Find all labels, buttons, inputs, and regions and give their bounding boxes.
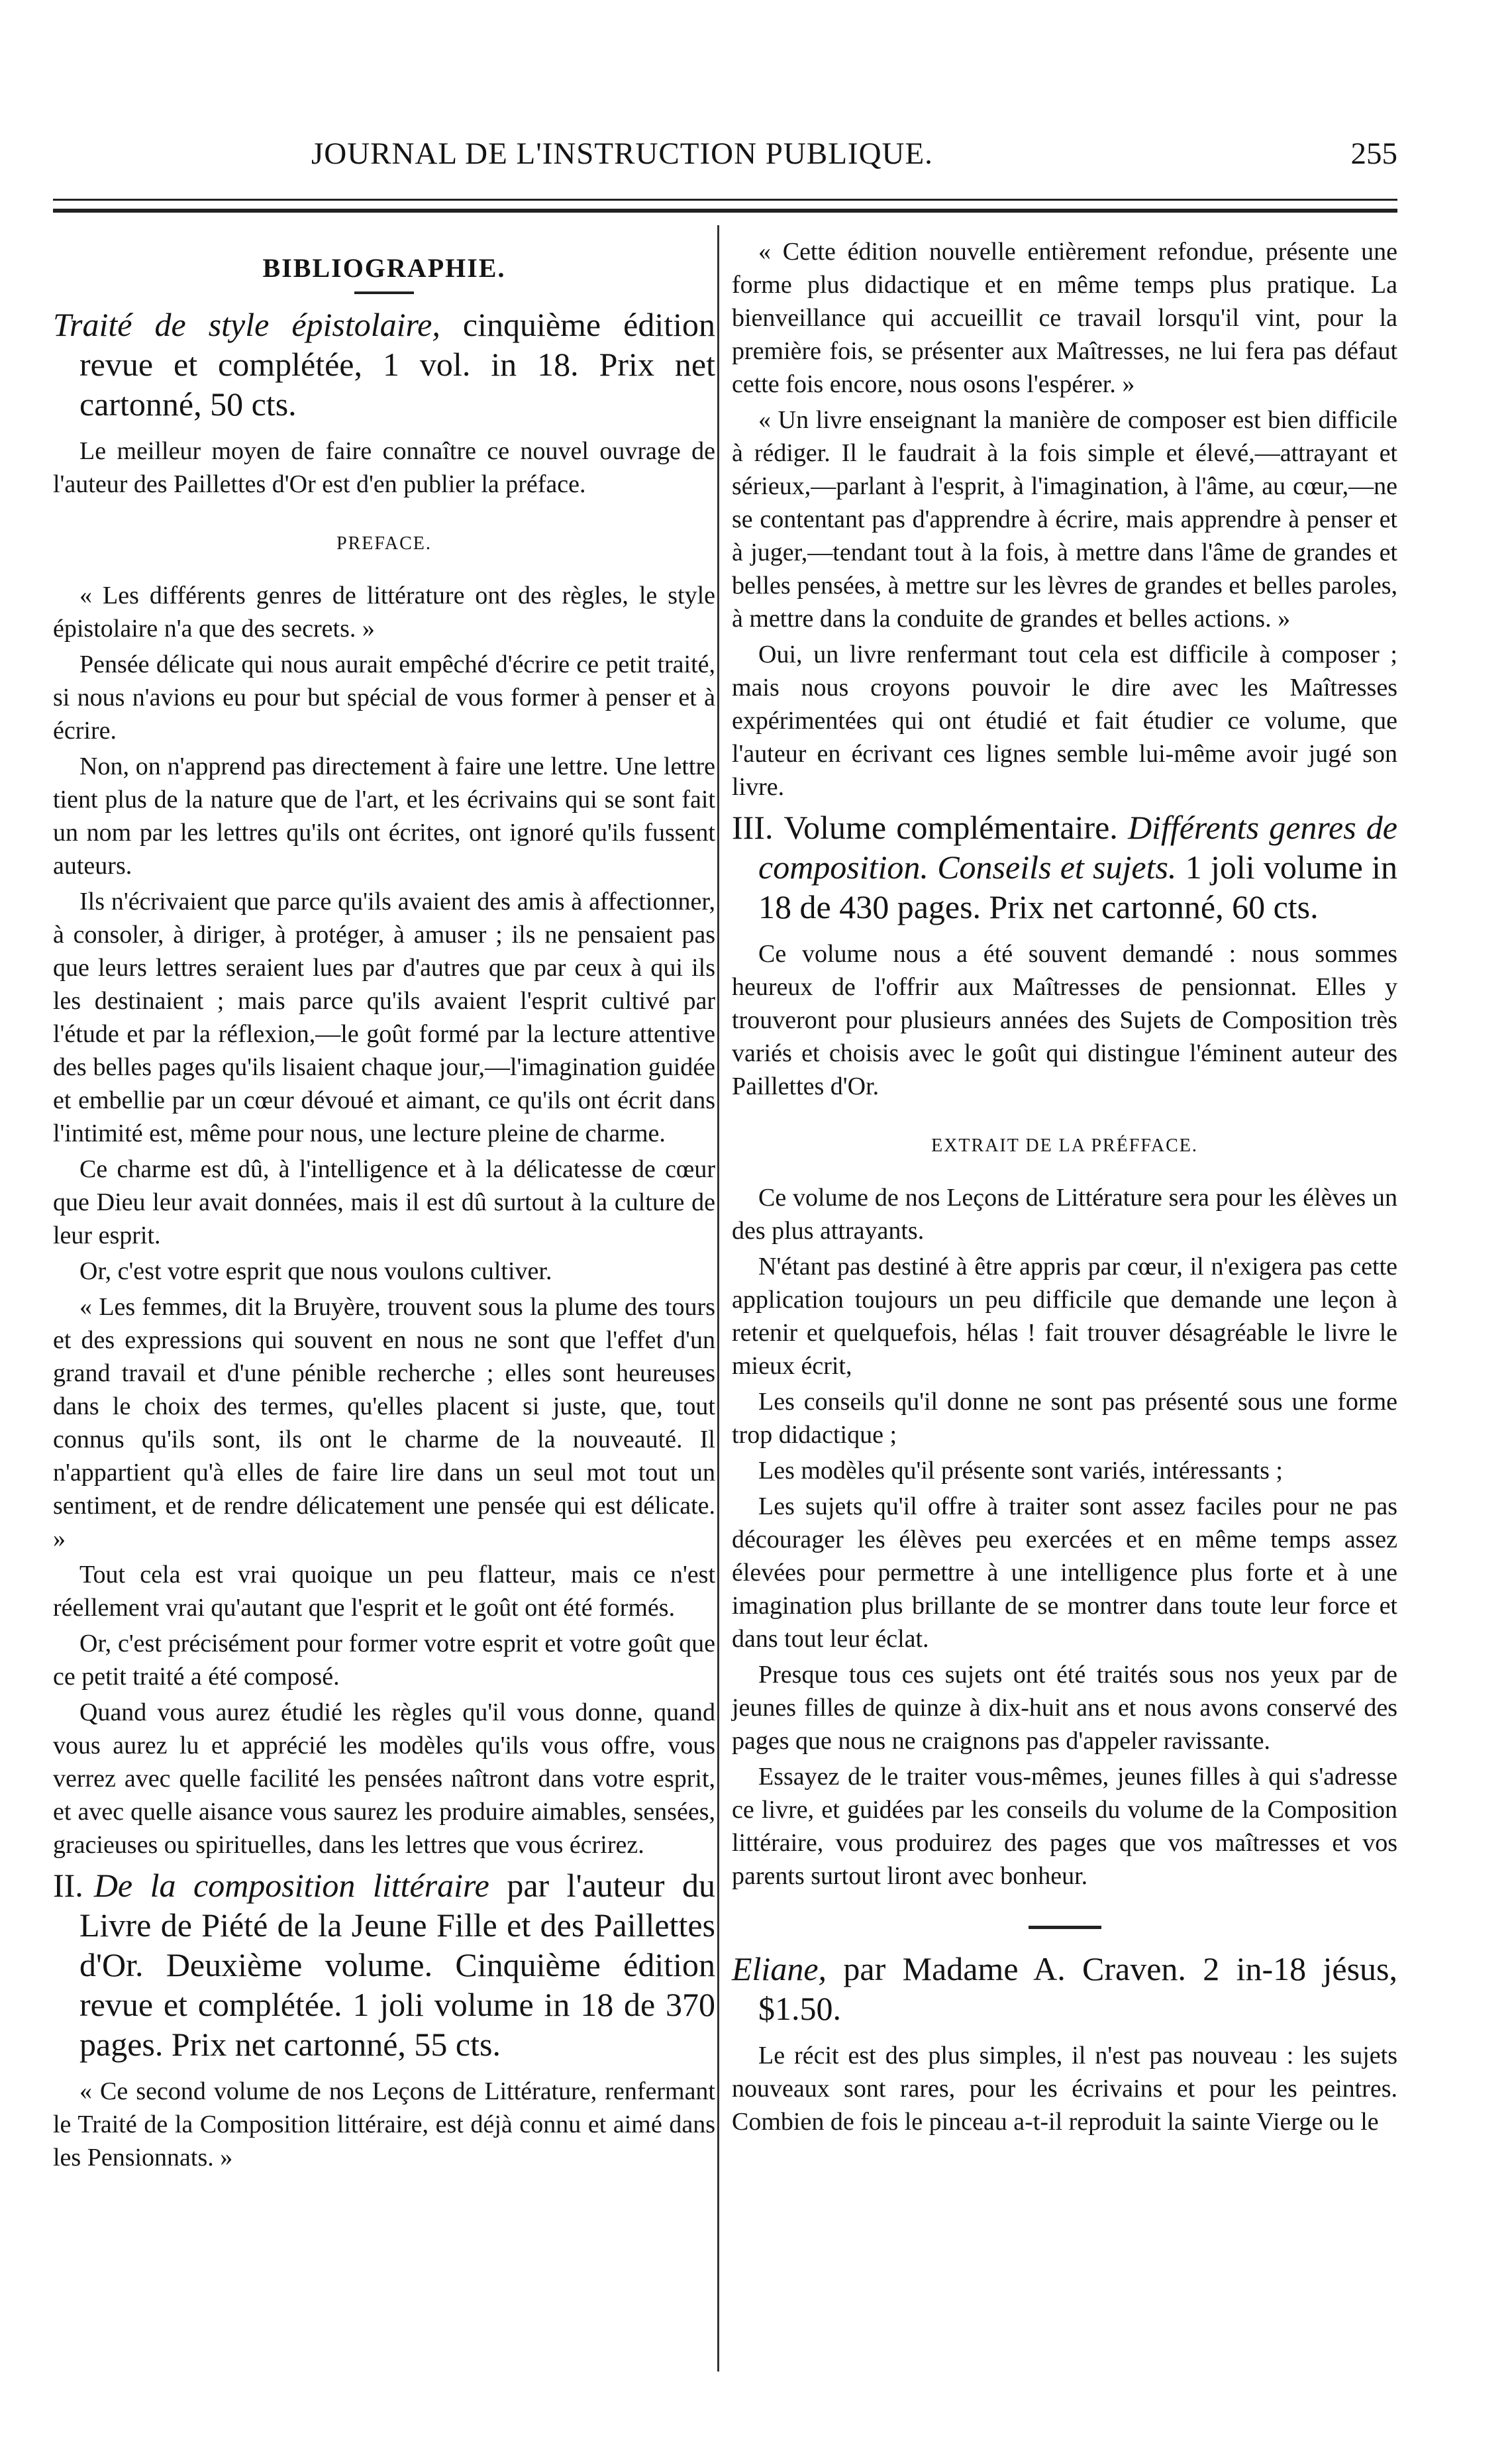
paragraph: Oui, un livre renfermant tout cela est difficile à composer ; mais nous croyons pouvoir le dire avec les Maîtresses expérimentées qui ont étudié et fait étudier ce volume, que l'auteur en écrivant ces lignes semble lui-même avoir jugé son livre. bbox=[732, 641, 1397, 801]
paragraph: Non, on n'apprend pas directement à faire une lettre. Une lettre tient plus de la nature que de l'art, et les écrivains qui se sont fait un nom par les lettres qu'ils ont écrites, ont ignoré qu'ils fussent auteurs. bbox=[53, 753, 715, 880]
paragraph: Or, c'est votre esprit que nous voulons cultiver. bbox=[79, 1257, 552, 1285]
paragraph: Ce volume nous a été souvent demandé : nous sommes heureux de l'offrir aux Maîtresses de pensionnat. Elles y trouveront pour plusieurs années des Sujets de Composition très variés et choisis avec le goût qui distingue l'éminent auteur des Paillettes d'Or. bbox=[732, 940, 1397, 1100]
paragraph: Presque tous ces sujets ont été traités sous nos yeux par de jeunes filles de quinze à dix-huit ans et nous avons conservé des pages que nous ne craignons pas d'appeler ravissante. bbox=[732, 1661, 1397, 1755]
book-title: Traité de style épistolaire, bbox=[53, 306, 440, 343]
page-number: 255 bbox=[1350, 136, 1397, 171]
header-rule bbox=[53, 199, 1397, 201]
paragraph: Or, c'est précisément pour former votre esprit et votre goût que ce petit traité a été composé. bbox=[53, 1630, 715, 1691]
header-rule-thick bbox=[53, 209, 1397, 213]
paragraph: « Ce second volume de nos Leçons de Littérature, renfermant le Traité de la Composition littéraire, est déjà connu et aimé dans les Pensionnats. » bbox=[53, 2077, 715, 2171]
section-rule bbox=[1029, 1926, 1101, 1929]
paragraph: « Un livre enseignant la manière de composer est bien difficile à rédiger. Il le faudrait à la fois simple et élevé,—attrayant et sérieux,—parlant à l'esprit, à l'imagination, à l'âme, au cœur,—ne se contentant pas d'apprendre à écrire, mais apprendre à penser et à juger,—tendant tout à la fois, à mettre dans l'âme de grandes et belles pensées, à mettre sur les lèvres de grandes et belles paroles, à mettre dans la conduite de grandes et belles actions. » bbox=[732, 406, 1397, 633]
paragraph: Le récit est des plus simples, il n'est pas nouveau : les sujets nouveaux sont rares, pour les écrivains et pour les peintres. Combien de fois le pinceau a-t-il reproduit la sainte Vierge ou le bbox=[732, 2042, 1397, 2136]
paragraph: Les modèles qu'il présente sont variés, intéressants ; bbox=[758, 1457, 1283, 1485]
book-entry-1 bbox=[53, 305, 715, 424]
book-details: par l'auteur du Livre de Piété de la Jeune Fille et des Paillettes d'Or. Deuxième volume. Cinquième édition revue et complétée. 1 joli volume in 18 de 370 pages. Prix net cartonné, 55 cts. bbox=[79, 1867, 716, 2063]
paragraph: N'étant pas destiné à être appris par cœur, il n'exigera pas cette application toujours un peu difficile que demande une leçon à retenir et quelquefois, hélas ! fait trouver désagréable le livre le mieux écrit, bbox=[732, 1253, 1397, 1380]
paragraph: Tout cela est vrai quoique un peu flatteur, mais ce n'est réellement vrai qu'autant que l'esprit et le goût ont été formés. bbox=[53, 1561, 715, 1622]
book-title: Différents genres de composition. Conseils et sujets. bbox=[758, 809, 1397, 886]
book-title: Eliane, bbox=[732, 1950, 827, 1987]
paragraph: « Les femmes, dit la Bruyère, trouvent sous la plume des tours et des expressions qui souvent en nous ne sont que l'effet d'un grand travail et d'une pénible recherche ; elles sont heureuses dans le choix des termes, qu'elles placent si juste, que, tout connus qu'ils sont, ils ont le charme de la nouveauté. Il n'appartient qu'à elles de faire lire dans un seul mot tout un sentiment, et de rendre délicatement une pensée qui est délicate. » bbox=[53, 1293, 715, 1553]
paragraph: Ce charme est dû, à l'intelligence et à la délicatesse de cœur que Dieu leur avait données, mais il est dû surtout à la culture de leur esprit. bbox=[53, 1155, 715, 1249]
book-details: cinquième édition revue et complétée, 1 vol. in 18. Prix net cartonné, 50 cts. bbox=[79, 306, 716, 423]
paragraph: Le meilleur moyen de faire connaître ce nouvel ouvrage de l'auteur des Paillettes d'Or est d'en publier la préface. bbox=[53, 437, 715, 498]
paragraph: « Cette édition nouvelle entièrement refondue, présente une forme plus didactique et en même temps plus pratique. La bienveillance qui accueillit ce travail lorsqu'il vint, pour la première fois, se présenter aux Maîtresses, ne lui fera pas défaut cette fois encore, nous osons l'espérer. » bbox=[732, 238, 1397, 398]
left-column bbox=[53, 235, 715, 2177]
extract-heading: EXTRAIT DE LA PRÉFFACE. bbox=[931, 1135, 1198, 1156]
section-title: BIBLIOGRAPHIE. bbox=[262, 253, 506, 283]
paragraph: « Les différents genres de littérature ont des règles, le style épistolaire n'a que des secrets. » bbox=[53, 582, 715, 643]
preface-heading: PREFACE. bbox=[336, 533, 432, 554]
paragraph: Quand vous aurez étudié les règles qu'il vous donne, quand vous aurez lu et apprécié les modèles qu'ils vous offre, vous verrez avec quelle facilité les pensées naîtront dans votre esprit, et avec quelle aisance vous saurez les produire aimables, sensées, gracieuses ou spirituelles, dans les lettres que vous écrirez. bbox=[53, 1699, 715, 1859]
paragraph: Les sujets qu'il offre à traiter sont assez faciles pour ne pas décourager les élèves peu exercées et en même temps assez élevées pour permettre à une intelligence plus forte et à une imagination plus brillante de se montrer dans toute leur force et dans tout leur éclat. bbox=[732, 1492, 1397, 1653]
book-details: par Madame A. Craven. 2 in-18 jésus, $1.50. bbox=[758, 1950, 1398, 2027]
title-rule bbox=[354, 291, 414, 294]
column-divider bbox=[717, 225, 719, 2372]
paragraph: Pensée délicate qui nous aurait empêché d'écrire ce petit traité, si nous n'avions eu pour but spécial de vous former à penser et à écrire. bbox=[53, 651, 715, 745]
page-header bbox=[46, 136, 1397, 195]
book-details: 1 joli volume in 18 de 430 pages. Prix net cartonné, 60 cts. bbox=[758, 849, 1397, 925]
paragraph: Essayez de le traiter vous-mêmes, jeunes filles à qui s'adresse ce livre, et guidées par les conseils du volume de la Composition littéraire, vous produirez des pages que vos maîtresses et vos parents surtout liront avec bonheur. bbox=[732, 1763, 1397, 1890]
running-title: JOURNAL DE L'INSTRUCTION PUBLIQUE. bbox=[311, 136, 933, 171]
book-title: De la composition littéraire bbox=[93, 1867, 489, 1904]
paragraph: Ils n'écrivaient que parce qu'ils avaient des amis à affectionner, à consoler, à diriger, à protéger, à amuser ; ils ne pensaient pas que leurs lettres seraient lues par d'autres que par ceux à qui ils les destinaient ; mais parce qu'ils avaient l'esprit cultivé par l'étude et par la réflexion,—le goût formé par la lecture attentive des belles pages qu'ils lisaient chaque jour,—l'imagination guidée et embellie par un cœur dévoué et aimant, ce qu'ils ont écrit dans l'intimité est, même pour nous, une lecture pleine de charme. bbox=[53, 888, 715, 1147]
book-entry-4 bbox=[732, 1949, 1397, 2028]
book-entry-2 bbox=[53, 1865, 715, 2064]
right-column bbox=[732, 235, 1397, 2141]
entry-number: III. bbox=[732, 809, 774, 846]
paragraph: Les conseils qu'il donne ne sont pas présenté sous une forme trop didactique ; bbox=[732, 1388, 1397, 1449]
book-entry-3 bbox=[732, 808, 1397, 927]
book-heading: Volume complémentaire. bbox=[783, 809, 1118, 846]
entry-number: II. bbox=[53, 1867, 83, 1904]
paragraph: Ce volume de nos Leçons de Littérature sera pour les élèves un des plus attrayants. bbox=[732, 1184, 1397, 1245]
